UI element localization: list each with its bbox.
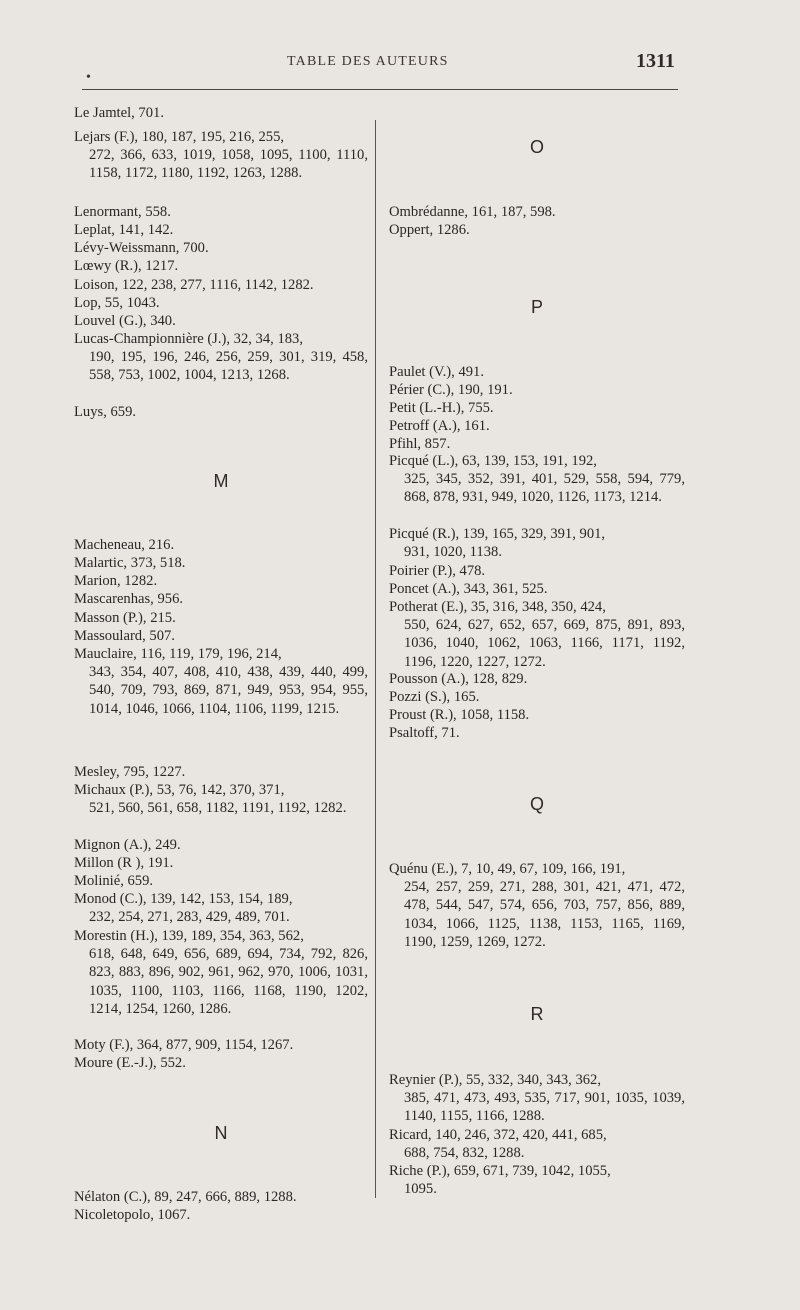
index-entry: Ricard, 140, 246, 372, 420, 441, 685, 688, 754, 832, 1288. bbox=[389, 1127, 607, 1162]
index-entry: Riche (P.), 659, 671, 739, 1042, 1055, 1095. bbox=[389, 1163, 611, 1198]
index-entry: Macheneau, 216. bbox=[74, 537, 175, 553]
index-entry: Reynier (P.), 55, 332, 340, 343, 362, 385, 471, 473, 493, 535, 717, 901, 1035, 1039, 1140, 1155, 1166, 1288. bbox=[389, 1072, 685, 1125]
index-entry: Masson (P.), 215. bbox=[74, 610, 176, 626]
index-entry: Mascarenhas, 956. bbox=[74, 591, 184, 607]
index-entry: Moure (E.-J.), 552. bbox=[74, 1055, 186, 1071]
index-entry: Pozzi (S.), 165. bbox=[389, 689, 480, 705]
index-entry: Picqué (R.), 139, 165, 329, 391, 901, 931, 1020, 1138. bbox=[389, 526, 606, 561]
index-entry: Molinié, 659. bbox=[74, 873, 154, 889]
index-entry: Malartic, 373, 518. bbox=[74, 555, 186, 571]
index-entry: Morestin (H.), 139, 189, 354, 363, 562, 618, 648, 649, 656, 689, 694, 734, 792, 826, 823, 883, 896, 902, 961, 962, 970, 1006, 1031, 1035, 1100, 1103, 1166, 1168, 1190, 1202, 1214, 1254, 1260, 1286. bbox=[74, 928, 368, 1017]
index-entry: Mesley, 795, 1227. bbox=[74, 764, 186, 780]
index-entry: Poncet (A.), 343, 361, 525. bbox=[389, 581, 548, 597]
index-entry: Luys, 659. bbox=[74, 404, 137, 420]
index-entry: Poirier (P.), 478. bbox=[389, 563, 486, 579]
index-entry: Périer (C.), 190, 191. bbox=[389, 382, 513, 398]
index-entry: Potherat (E.), 35, 316, 348, 350, 424, 550, 624, 627, 652, 657, 669, 875, 891, 893, 1036, 1040, 1062, 1063, 1166, 1171, 1192, 1196, 1220, 1227, 1272. bbox=[389, 599, 685, 670]
index-entry: Leplat, 141, 142. bbox=[74, 222, 174, 238]
column-divider bbox=[375, 120, 376, 1198]
header-rule bbox=[82, 89, 678, 90]
running-title: TABLE DES AUTEURS bbox=[287, 54, 449, 69]
index-entry: Petroff (A.), 161. bbox=[389, 418, 490, 434]
section-letter-o: O bbox=[529, 137, 544, 157]
index-entry: Massoulard, 507. bbox=[74, 628, 175, 644]
page-number: 1311 bbox=[636, 50, 675, 72]
index-entry: Psaltoff, 71. bbox=[389, 725, 460, 741]
index-entry: Oppert, 1286. bbox=[389, 222, 470, 238]
index-entry: Lenormant, 558. bbox=[74, 204, 171, 220]
index-entry: Pfihl, 857. bbox=[389, 436, 451, 452]
index-entry: Pousson (A.), 128, 829. bbox=[389, 671, 528, 687]
index-entry: Picqué (L.), 63, 139, 153, 191, 192, 325, 345, 352, 391, 401, 529, 558, 594, 779, 868, 878, 931, 949, 1020, 1126, 1173, 1214. bbox=[389, 453, 685, 506]
index-entry: Lucas-Championnière (J.), 32, 34, 183, 190, 195, 196, 246, 256, 259, 301, 319, 458, 558, 753, 1002, 1004, 1213, 1268. bbox=[74, 331, 368, 384]
index-entry: Louvel (G.), 340. bbox=[74, 313, 176, 329]
index-entry: Ombrédanne, 161, 187, 598. bbox=[389, 204, 556, 220]
index-entry: Monod (C.), 139, 142, 153, 154, 189, 232, 254, 271, 283, 429, 489, 701. bbox=[74, 891, 293, 926]
index-entry: Michaux (P.), 53, 76, 142, 370, 371, 521, 560, 561, 658, 1182, 1191, 1192, 1282. bbox=[74, 782, 347, 817]
section-letter-q: Q bbox=[529, 794, 544, 814]
section-letter-n: N bbox=[214, 1123, 228, 1143]
index-entry: Nicoletopolo, 1067. bbox=[74, 1207, 191, 1223]
index-entry: Loison, 122, 238, 277, 1116, 1142, 1282. bbox=[74, 277, 314, 293]
index-entry: Marion, 1282. bbox=[74, 573, 158, 589]
page-header bbox=[0, 50, 800, 85]
section-letter-m: M bbox=[213, 471, 229, 491]
index-entry: Nélaton (C.), 89, 247, 666, 889, 1288. bbox=[74, 1189, 297, 1205]
index-entry: Millon (R ), 191. bbox=[74, 855, 174, 871]
index-entry: Moty (F.), 364, 877, 909, 1154, 1267. bbox=[74, 1037, 294, 1053]
index-entry: Quénu (E.), 7, 10, 49, 67, 109, 166, 191, 254, 257, 259, 271, 288, 301, 421, 471, 472, 478, 544, 547, 574, 656, 703, 757, 856, 889, 1034, 1066, 1125, 1138, 1153, 1165, 1169, 1190, 1259, 1269, 1272. bbox=[389, 861, 685, 950]
section-letter-p: P bbox=[530, 297, 543, 317]
index-entry: Lévy-Weissmann, 700. bbox=[74, 240, 209, 256]
section-letter-r: R bbox=[530, 1004, 544, 1024]
index-entry: Paulet (V.), 491. bbox=[389, 364, 484, 380]
index-entry: Proust (R.), 1058, 1158. bbox=[389, 707, 530, 723]
index-entry: Lœwy (R.), 1217. bbox=[74, 258, 179, 274]
index-entry: Petit (L.-H.), 755. bbox=[389, 400, 494, 416]
index-entry: Le Jamtel, 701. bbox=[74, 105, 164, 121]
index-entry: Mignon (A.), 249. bbox=[74, 837, 181, 853]
index-entry: Mauclaire, 116, 119, 179, 196, 214, 343, 354, 407, 408, 410, 438, 439, 440, 499, 540, 709, 793, 869, 871, 949, 953, 954, 955, 1014, 1046, 1066, 1104, 1106, 1199, 1215. bbox=[74, 646, 368, 717]
ornament-dot: • bbox=[86, 70, 91, 85]
index-entry: Lop, 55, 1043. bbox=[74, 295, 160, 311]
index-entry: Lejars (F.), 180, 187, 195, 216, 255, 272, 366, 633, 1019, 1058, 1095, 1100, 1110, 1158, 1172, 1180, 1192, 1263, 1288. bbox=[74, 129, 368, 182]
